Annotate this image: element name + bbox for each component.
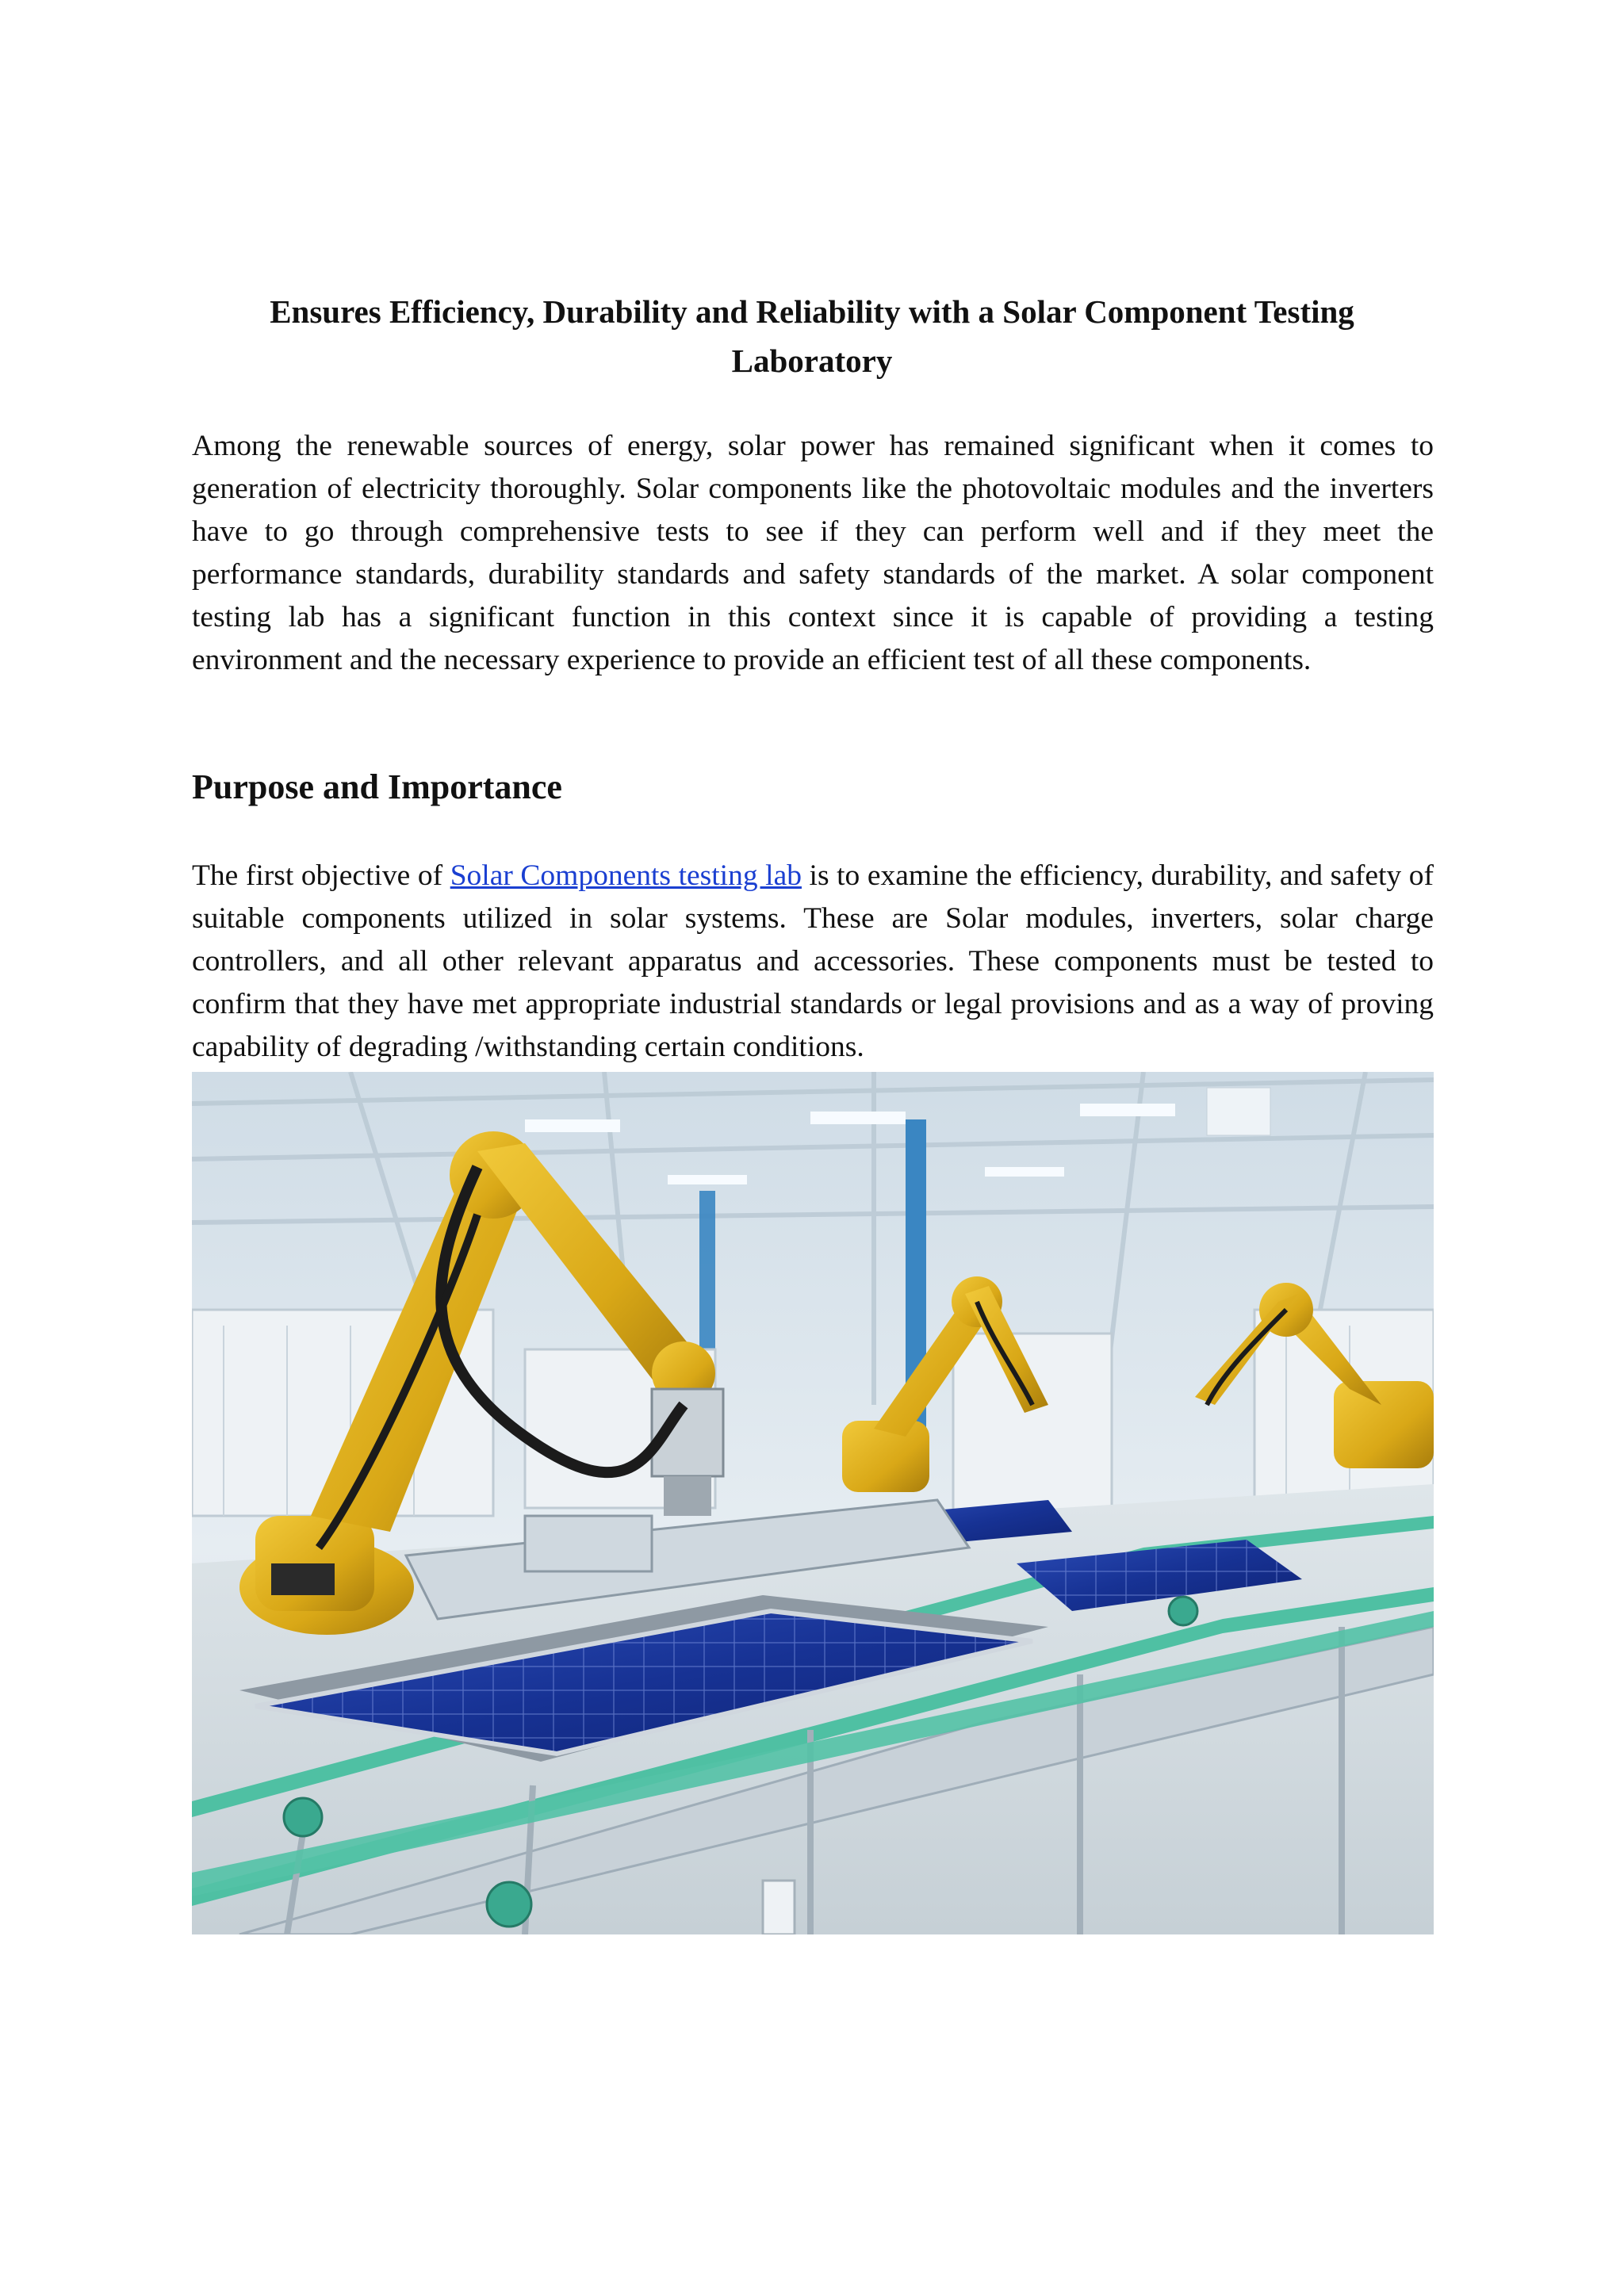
section-heading: Purpose and Importance bbox=[192, 767, 562, 806]
section-text-after-link: is to examine the efficiency, durability, and safety of suitable components utilized in solar systems. These are Solar modules, inverters, solar charge controllers, and all other relevant apparatus and accessories. These components must be tested to confirm that they have met appropriate industrial standards or legal provisions and as a way of proving capability of degrading /withstanding certain conditions. bbox=[192, 859, 1434, 1063]
factory-photo bbox=[192, 1072, 1434, 1934]
solar-components-lab-link[interactable]: Solar Components testing lab bbox=[450, 859, 802, 892]
section-text-before-link: The first objective of bbox=[192, 859, 450, 892]
robotic-solar-factory-illustration bbox=[192, 1072, 1434, 1934]
section-paragraph bbox=[192, 855, 1434, 1069]
intro-paragraph: Among the renewable sources of energy, solar power has remained significant when it comes to generation of electricity thoroughly. Solar components like the photovoltaic modules and the inverters have to go through comprehensive tests to see if they can perform well and if they meet the performance standards, durability standards and safety standards of the market. A solar component testing lab has a significant function in this context since it is capable of providing a testing environment and the necessary experience to provide an efficient test of all these components. bbox=[192, 430, 1434, 676]
document-title: Ensures Efficiency, Durability and Reliability with a Solar Component Testing Laboratory bbox=[270, 293, 1354, 379]
